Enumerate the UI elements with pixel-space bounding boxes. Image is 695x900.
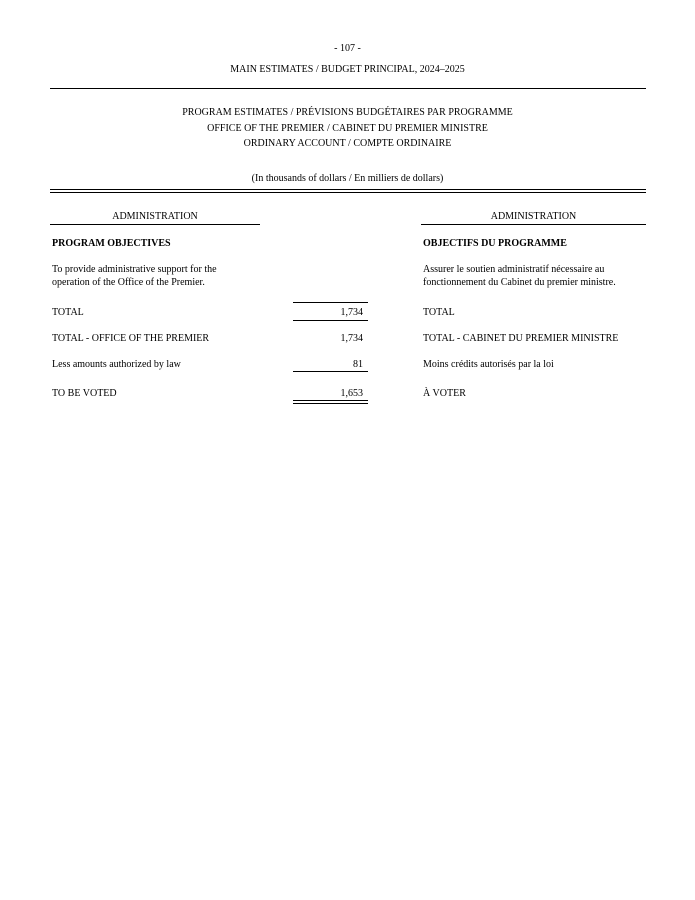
voted-label-fr: À VOTER	[423, 388, 466, 399]
voted-double-rule-top	[293, 400, 368, 401]
voted-label-en: TO BE VOTED	[52, 388, 117, 399]
section-underline-fr	[421, 224, 646, 225]
total-rule-top	[293, 302, 368, 303]
voted-double-rule-bottom	[293, 403, 368, 404]
total-rule-bottom	[293, 320, 368, 321]
total-office-label-en: TOTAL - OFFICE OF THE PREMIER	[52, 333, 210, 344]
amount-to-be-voted: 1,653	[340, 388, 363, 399]
page-number: - 107 -	[334, 43, 361, 54]
amount-less-authorized: 81	[353, 359, 363, 370]
title-office: OFFICE OF THE PREMIER / CABINET DU PREMIER MINISTRE	[207, 123, 488, 134]
section-heading-fr: ADMINISTRATION	[490, 211, 577, 222]
units-note: (In thousands of dollars / En milliers de dollars)	[251, 173, 444, 184]
objectives-heading-en: PROGRAM OBJECTIVES	[52, 238, 171, 249]
objectives-text-fr-line1: Assurer le soutien administratif nécessaire au	[423, 264, 605, 275]
amount-total-office: 1,734	[340, 333, 363, 344]
double-rule-bottom	[50, 192, 646, 193]
running-header: MAIN ESTIMATES / BUDGET PRINCIPAL, 2024–2025	[230, 64, 465, 75]
less-label-fr: Moins crédits autorisés par la loi	[423, 359, 554, 370]
objectives-text-en-line2: operation of the Office of the Premier.	[52, 277, 205, 288]
total-label-en: TOTAL	[52, 307, 84, 318]
less-label-en: Less amounts authorized by law	[52, 359, 181, 370]
section-underline-en	[50, 224, 260, 225]
section-heading-en: ADMINISTRATION	[112, 211, 198, 222]
objectives-text-en-line1: To provide administrative support for the	[52, 264, 217, 275]
total-label-fr: TOTAL	[423, 307, 455, 318]
header-rule	[50, 88, 646, 89]
objectives-text-fr-line2: fonctionnement du Cabinet du premier ministre.	[423, 277, 616, 288]
double-rule-top	[50, 189, 646, 190]
total-office-label-fr: TOTAL - CABINET DU PREMIER MINISTRE	[423, 333, 619, 344]
title-program-estimates: PROGRAM ESTIMATES / PRÉVISIONS BUDGÉTAIRES PAR PROGRAMME	[182, 107, 513, 118]
objectives-heading-fr: OBJECTIFS DU PROGRAMME	[423, 238, 567, 249]
less-rule	[293, 371, 368, 372]
title-account: ORDINARY ACCOUNT / COMPTE ORDINAIRE	[243, 138, 452, 149]
amount-total: 1,734	[340, 307, 363, 318]
